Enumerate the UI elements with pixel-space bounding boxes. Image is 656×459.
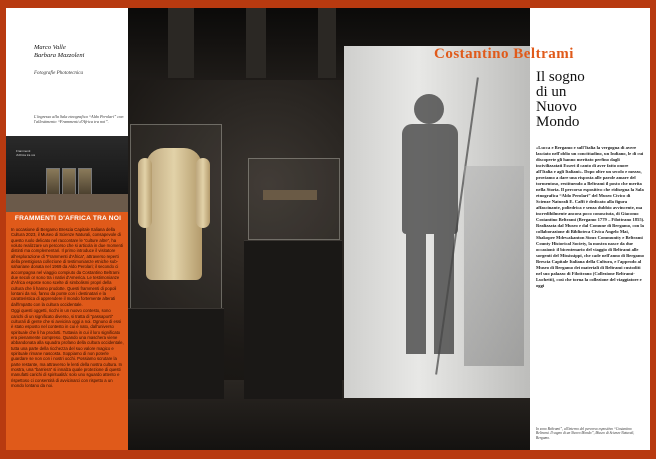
display-plinth (128, 308, 224, 399)
authors (34, 44, 84, 60)
portrait-head (414, 94, 444, 124)
right-column (530, 8, 650, 450)
ceiling-beam (246, 8, 266, 78)
author-name: Marco Valle (34, 44, 66, 51)
display-plinth (244, 240, 342, 399)
tunic-sleeve (138, 158, 152, 228)
article-body: «Lucca e Bergamo e sull'Italia la vergogna di avere lasciato nell'oblio un concittadino, un Indiano, le di cui discoperte gli hanno meritato perfino dagli incivilizzatati Esseri il canto di aver fatto onore all'Italia e agli Italiani». Dopo oltre un secolo e mezzo, proviamo a dare una risposta alle parole amare del tormentoso, restituendo a Beltrami il posto che merita nella Storia. Il percorso espositivo che ridisegna la Sala etnografica “Aldo Perolari” del Museo Civico di Scienze Naturali E. Caffi è dedicato alla figura affascinante, poliedrica e senza dubbio avvincente, ma incredibilmente ancora poco conosciuta, di Giacomo Costantino Beltrami (Bergamo 1779 – Filottrano 1855). Realizzata dal Museo e dal Comune di Bergamo, con la collaborazione di Biblioteca Civica Angelo Mai, Shakopee Mdewakanton Sioux Community e Beltrami County Historical Society, la mostra nasce da due occasioni: il bicentenario del viaggio di Beltrami alle sorgenti del Mississippi, che cade nell'anno di Bergamo Brescia Capitale Italiana della Cultura, e l'approdo al Museo di Bergamo dei materiali di Beltrami custoditi nel suo palazzo di Filottrano (Collezione Beltrami-Luchetti), così che torna la collezione del viaggiatore e oggi (536, 145, 645, 289)
photo-credit: Fotografie Phototecnica (34, 71, 84, 76)
museum-photo (128, 8, 530, 450)
article-title: Costantino Beltrami (434, 46, 574, 62)
author-name: Barbara Mazzoleni (34, 52, 85, 59)
artifact (263, 190, 317, 200)
inset-photo (6, 136, 128, 212)
portrait-landscape (464, 166, 524, 366)
article-heading (536, 70, 646, 130)
photo-caption: L'ingresso alla Sala etnografica “Aldo Perolari” con l'allestimento “Frammenti d'Africa tra noi”. (34, 114, 124, 125)
portrait-torso (402, 124, 458, 234)
heading-line: Nuovo (536, 99, 577, 115)
sidebar-paragraph: Oggi questi oggetti, ricchi in un nuovo contesto, sono carichi di un significato diverso, si tratta di “passaporti” culturali di gente che si avvicina oggi a noi. Ognuno di essi è stato esposto nel contesto in cui è nato, dall'universo spirituale che li ha prodotti. Tuttavia in cui il loro significato era pienamente compreso. Quando una maschera viene abbandonata alla squadra profano della cultura occidentale, tutta una parte della ricchezza del suo valore magico e spirituale rimane nascosta. Soppiamo di non poterle guardare se non con i nostri occhi. Possiamo scrutare la parte restante, ma attraverso le lenti della nostra cultura. In mostra, una “barriera” si innalza quale protezione di questi manufatti carichi di spiritualità: solo uno sguardo attento e rispettoso ci consentirà di avvicinarci con rispetto a un mondo lontano da noi. (11, 308, 124, 388)
inset-floor (6, 194, 128, 212)
sidebar-paragraph: In occasione di Bergamo Brescia Capitale Italiana della Cultura 2023, il Museo di Scienze Naturali, consapevole di questo ruolo delicato nel raccontare le “culture altre”, ha voluto realizzare un percorso che si articola in due momenti distinti ma complementari. Il primo introduce il visitatore all'esplorazione di “Frammenti d'Africa”, attraverso reperti della prestigiosa collezione di testimonianze etniche sub-sahariane donata nel 1969 da Aldo Perolari; il secondo ci accompagna nel viaggio compiuto da Costantino Beltrami due secoli or sono tra i nativi d'America. Le testimonianze d'Africa esposte sono scelte di simbolismi propri della cultura che li hanno prodotte. Questi frammenti di popoli lontani da noi, fanno da ponte con i destinatari e la caratteristica di apprendere il mondo fortemente alterati dall'impatto con la cultura occidentale. (11, 227, 123, 307)
ceiling-beam (168, 8, 194, 78)
heading-line: Il sogno (536, 69, 585, 85)
heading-line: Mondo (536, 114, 580, 130)
inset-label: Frammenti d'Africa tra noi (16, 149, 36, 157)
tunic-sleeve (196, 158, 210, 228)
tunic-garment (146, 148, 202, 280)
magazine-spread (6, 8, 650, 450)
inset-artifact (62, 168, 76, 196)
inset-artifact (78, 168, 92, 196)
sidebar-title: FRAMMENTI D'AFRICA TRA NOI (14, 215, 122, 222)
sidebar-body (11, 227, 124, 389)
ceiling-beam (318, 8, 336, 78)
heading-line: di un (536, 84, 567, 100)
portrait-leg (434, 234, 454, 354)
inset-artifact (46, 168, 60, 196)
sidebar-box (6, 212, 128, 450)
portrait-panel (344, 46, 530, 398)
portrait-caption: In sono Beltrami”, all'interno del percorso espositivo “Costantino Beltrami. Il sogno di un Nuovo Mondo”, Museo di Scienze Naturali, Bergamo. (536, 427, 635, 440)
portrait-leg (406, 234, 426, 354)
